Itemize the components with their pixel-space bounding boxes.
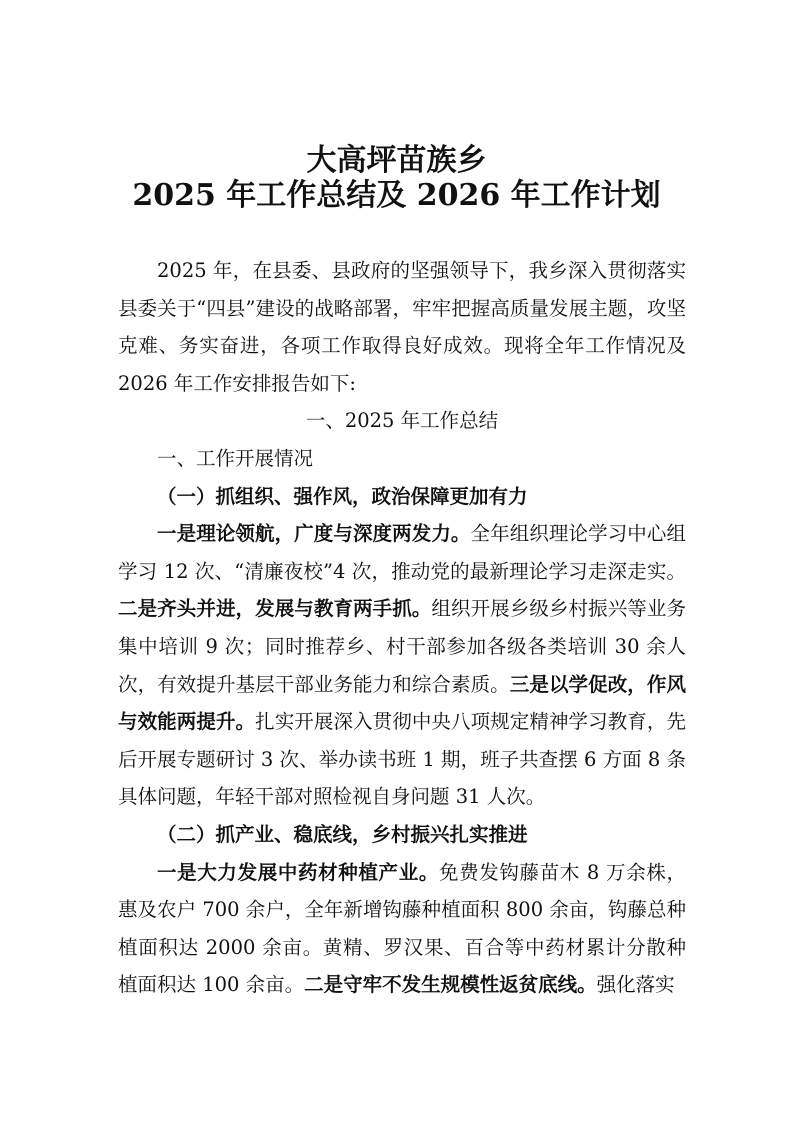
part1-paragraph [118,515,686,816]
part2-heading: （二）抓产业、稳底线，乡村振兴扎实推进 [157,822,528,846]
part2-lead2: 二是守牢不发生规模性返贫底线。 [304,973,597,997]
section-heading: 一、2025 年工作总结 [305,409,499,433]
part1-lead2: 二是齐头并进，发展与教育两手抓。 [118,597,432,621]
document-title-line1: 大高坪苗族乡 [306,143,487,178]
document-body [118,252,686,1004]
part2-text2: 强化落实 [596,973,675,997]
part1-lead1: 一是理论领航，广度与深度两发力。 [157,522,471,546]
part2-paragraph [118,854,686,1004]
part1-lead3: 三是以学促改，作风与效能两提升。 [118,672,686,734]
part2-lead1: 一是大力发展中药材种植产业。 [157,860,439,884]
part1-text2: 组织开展乡级乡村振兴等业务集中培训 9 次；同时推荐乡、村干部参加各级各类培训 30 余人次，有效提升基层干部业务能力和综合素质。 [118,597,686,696]
intro-paragraph: 2025 年，在县委、县政府的坚强领导下，我乡深入贯彻落实县委关于“四县”建设的战略部署，牢牢把握高质量发展主题，攻坚克难、务实奋进，各项工作取得良好成效。现将全年工作情况及 2026 年工作安排报告如下: [118,259,686,395]
document-title-line2: 2025 年工作总结及 2026 年工作计划 [132,178,661,213]
part1-heading: （一）抓组织、强作风，政治保障更加有力 [157,484,528,508]
part1-text1: 全年组织理论学习中心组学习 12 次、“清廉夜校”4 次，推动党的最新理论学习走深走实。 [118,522,686,583]
part1-text3: 扎实开展深入贯彻中央八项规定精神学习教育，先后开展专题研讨 3 次、举办读书班 1 期，班子共查摆 6 方面 8 条具体问题，年轻干部对照检视自身问题 31 人次。 [118,710,686,809]
part2-text1: 免费发钩藤苗木 8 万余株，惠及农户 700 余户，全年新增钩藤种植面积 800 余亩，钩藤总种植面积达 2000 余亩。黄精、罗汉果、百合等中药材累计分散种植面积达 100 余亩。 [118,860,686,997]
subsection-heading: 一、工作开展情况 [157,446,314,470]
